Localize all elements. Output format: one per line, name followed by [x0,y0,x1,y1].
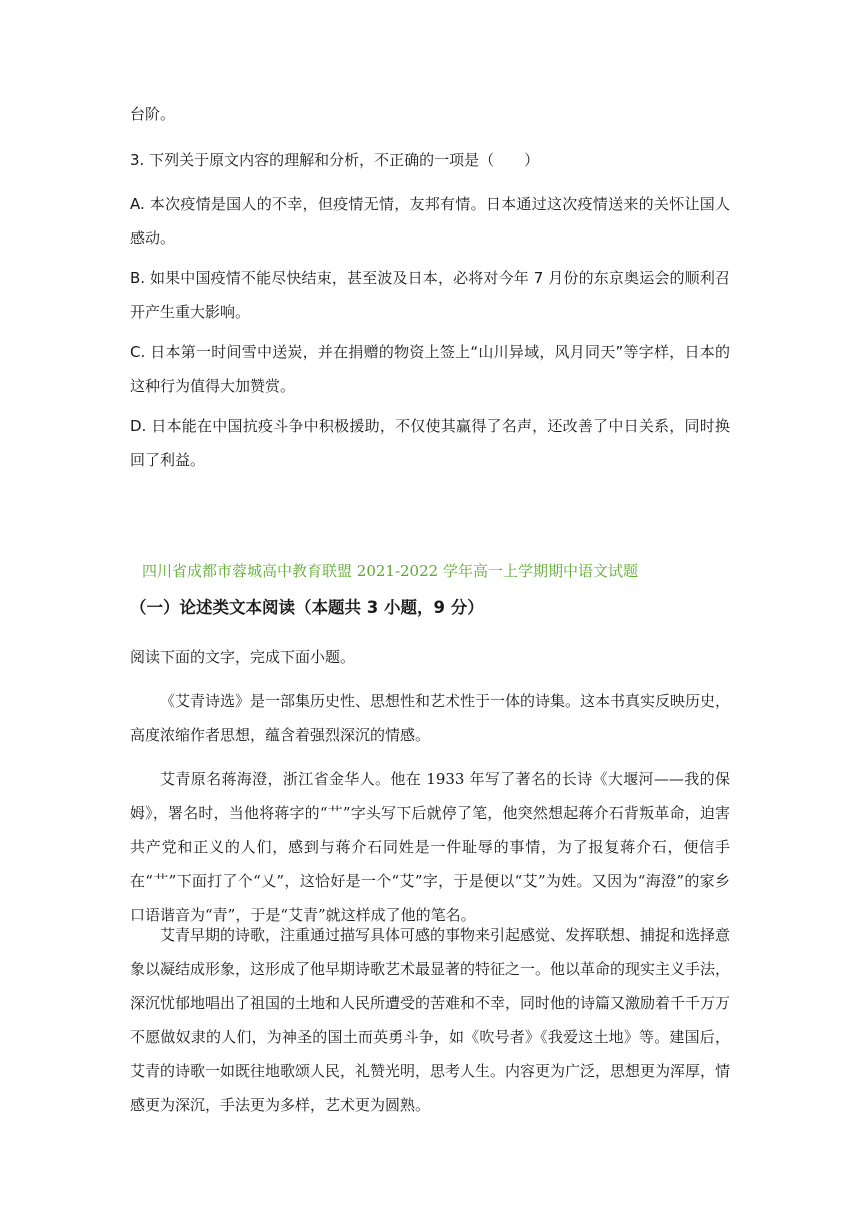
previous-paragraph-tail: 台阶。 [130,105,176,123]
passage-paragraph-2: 艾青原名蒋海澄，浙江省金华人。他在 1933 年写了著名的长诗《大堰河——我的保姆》，署名时，当他将蒋字的“艹”字头写下后就停了笔，他突然想起蒋介石背叛革命，迫害共产党和正义的人们，感到与蒋介石同姓是一件耻辱的事情，为了报复蒋介石，便信手在“艹”下面打了个“乂”，这恰好是一个“艾”字，于是便以“艾”为姓。又因为“海澄”的家乡口语谐音为“青”，于是“艾青”就这样成了他的笔名。 [130,770,730,924]
section-heading: （一）论述类文本阅读（本题共 3 小题，9 分） [130,598,484,617]
passage-paragraph-3: 艾青早期的诗歌，注重通过描写具体可感的事物来引起感觉、发挥联想、捕捉和选择意象以凝结成形象，这形成了他早期诗歌艺术最显著的特征之一。他以革命的现实主义手法，深沉忧郁地唱出了祖国的土地和人民所遭受的苦难和不幸，同时他的诗篇又激励着千千万万不愿做奴隶的人们，为神圣的国土而英勇斗争，如《吹号者》《我爱这土地》等。建国后，艾青的诗歌一如既往地歌颂人民，礼赞光明，思考人生。内容更为广泛，思想更为浑厚，情感更为深沉，手法更为多样，艺术更为圆熟。 [130,926,731,1114]
question-stem: 3. 下列关于原文内容的理解和分析，不正确的一项是（ ） [130,151,540,169]
reading-instruction: 阅读下面的文字，完成下面小题。 [130,648,356,666]
passage-paragraph-1: 《艾青诗选》是一部集历史性、思想性和艺术性于一体的诗集。这本书真实反映历史，高度浓缩作者思想，蕴含着强烈深沉的情感。 [130,692,731,744]
question-option-a: A. 本次疫情是国人的不幸，但疫情无情，友邦有情。日本通过这次疫情送来的关怀让国人感动。 [130,195,730,247]
question-option-d: D. 日本能在中国抗疫斗争中积极援助，不仅使其赢得了名声，还改善了中日关系，同时换回了利益。 [130,417,730,469]
source-title: 四川省成都市蓉城高中教育联盟 2021-2022 学年高一上学期期中语文试题 [142,562,638,580]
question-option-c: C. 日本第一时间雪中送炭，并在捐赠的物资上签上“山川异域，风月同天”等字样，日本的这种行为值得大加赞赏。 [130,343,730,395]
question-option-b: B. 如果中国疫情不能尽快结束，甚至波及日本，必将对今年 7 月份的东京奥运会的顺利召开产生重大影响。 [130,269,730,321]
